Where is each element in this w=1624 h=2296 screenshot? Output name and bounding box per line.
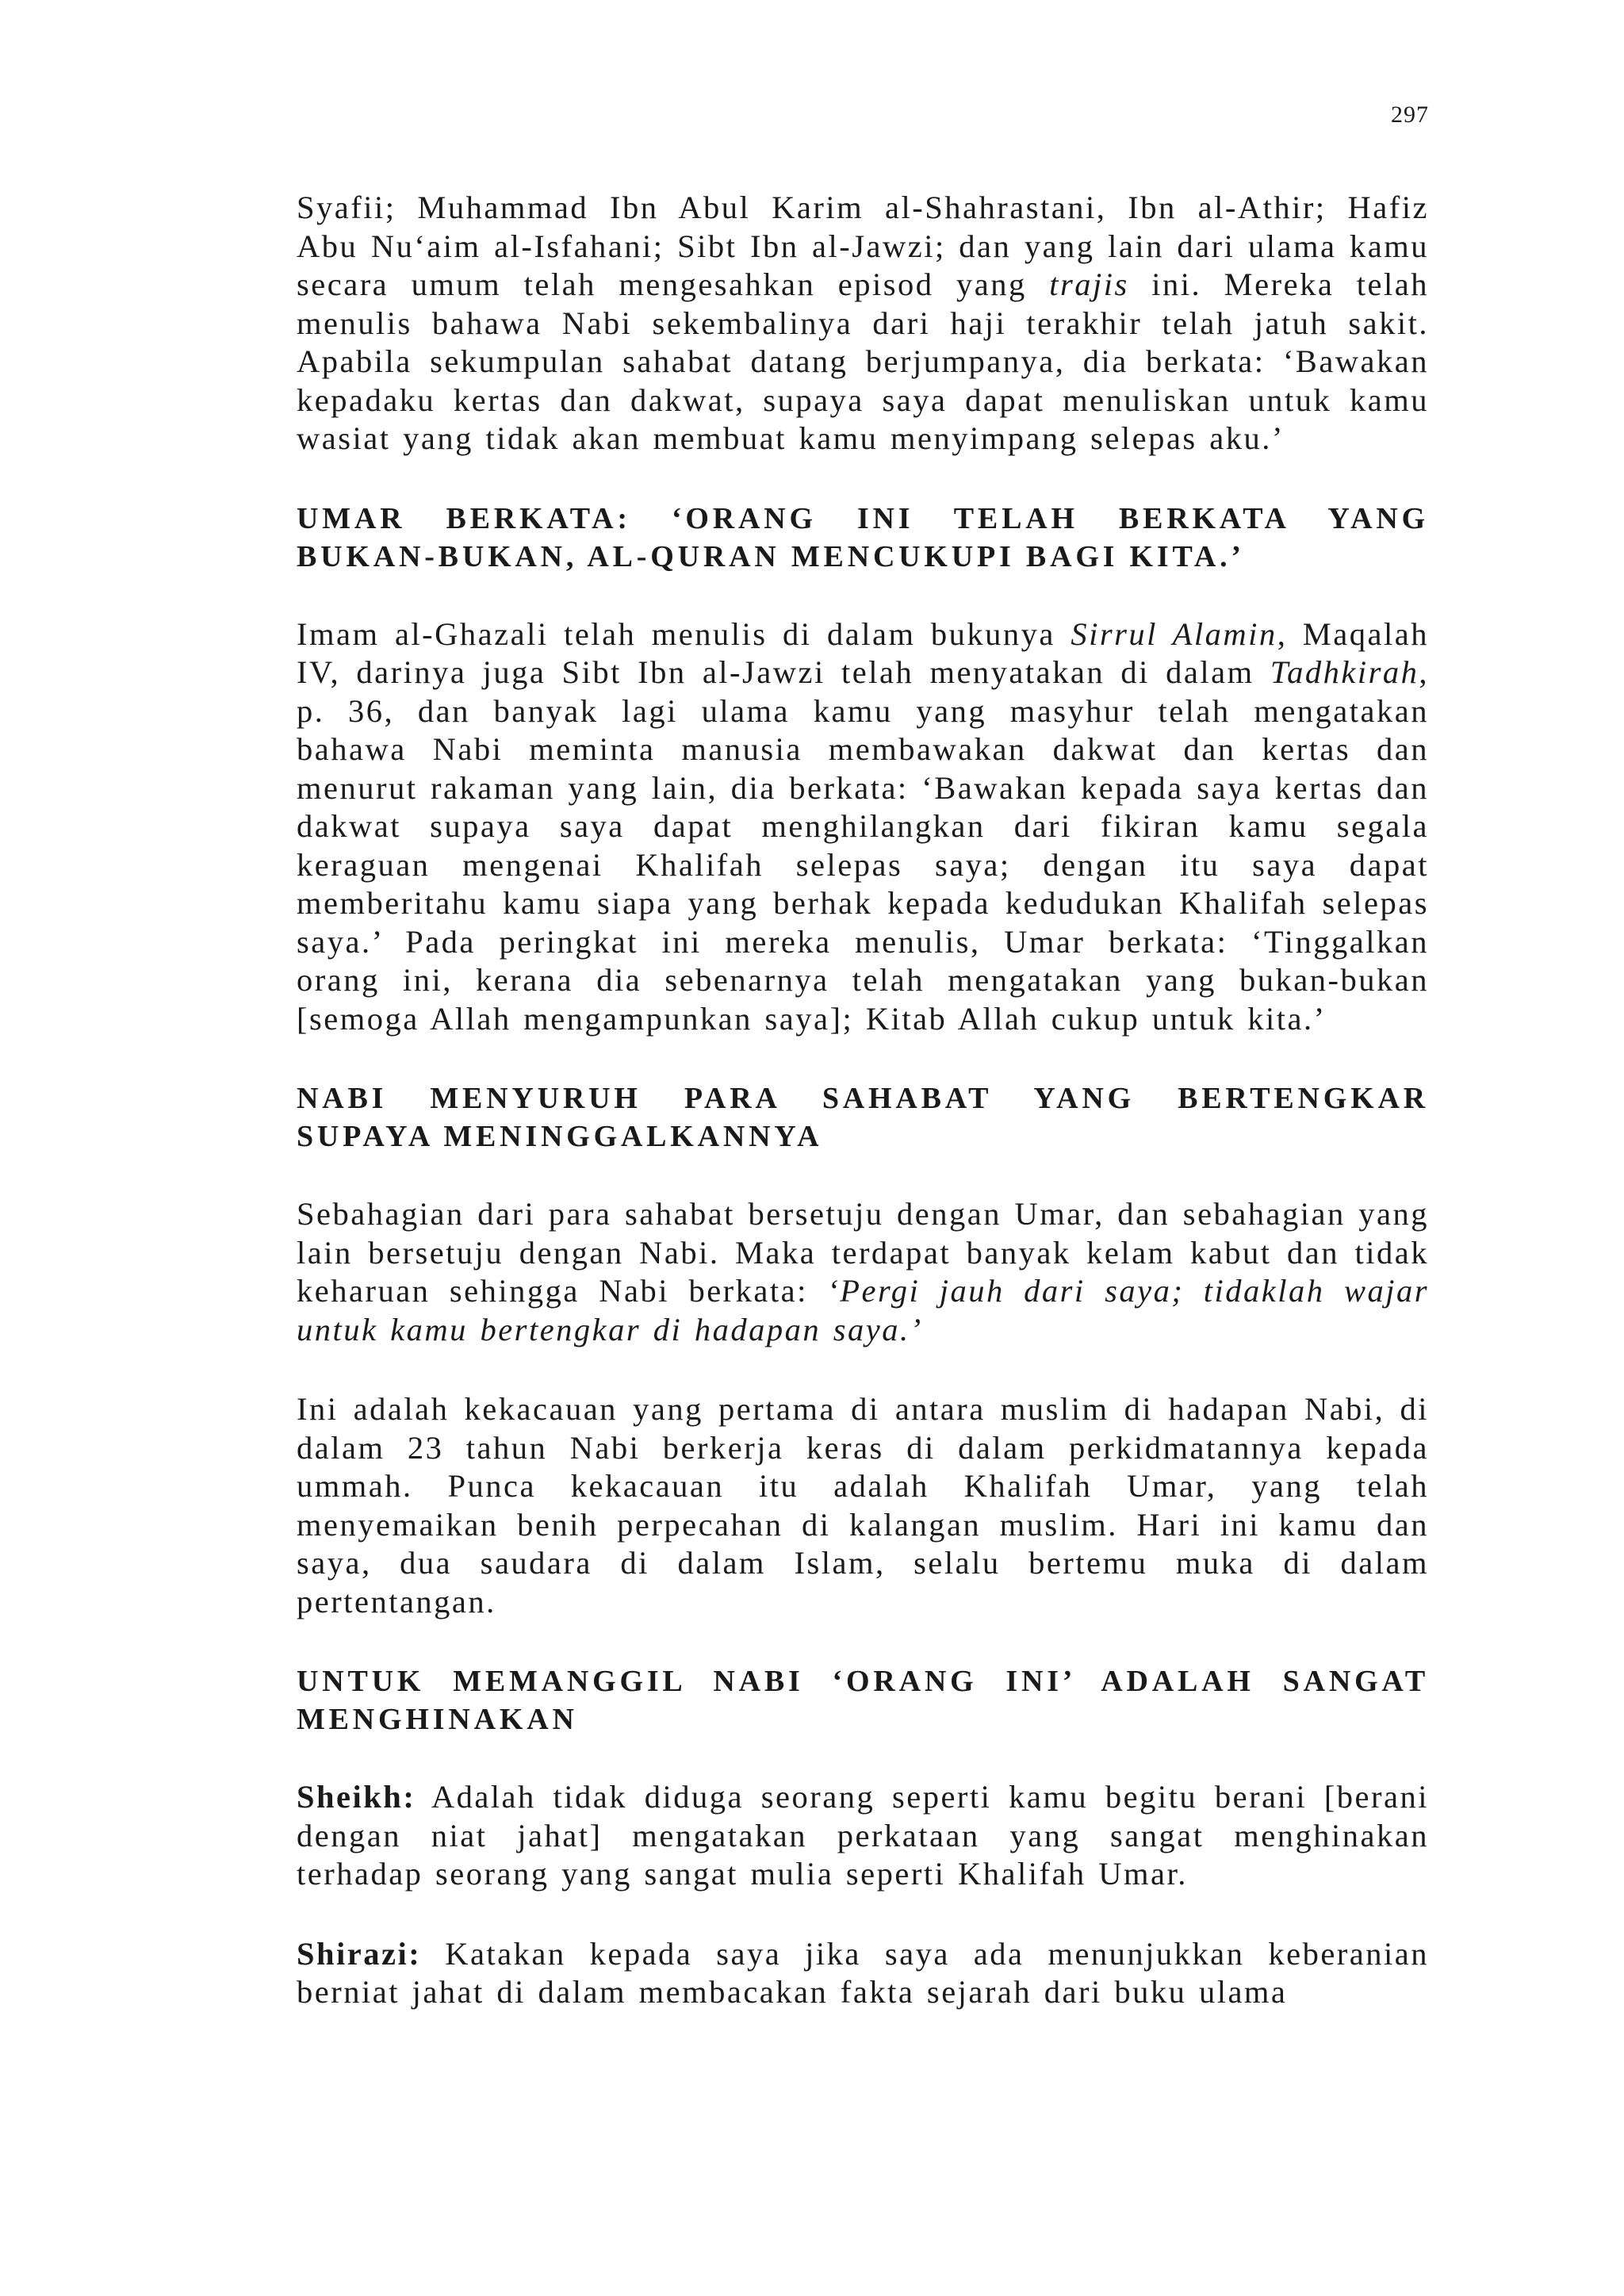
paragraph-text: ini. Mereka telah menulis bahawa Nabi sekembalinya dari haji terakhir telah jatuh sakit. Apabila sekumpulan sahabat datang berjumpanya, dia berkata: ‘Bawakan kepadaku kertas dan dakwat, supaya saya dapat menuliskan untuk kamu wasiat yang tidak akan membuat kamu menyimpang selepas aku.’ xyxy=(297,266,1429,456)
section-heading-1 xyxy=(297,500,1429,576)
section-heading-3 xyxy=(297,1662,1429,1738)
section-heading-2 xyxy=(297,1079,1429,1156)
paragraph-3 xyxy=(297,1195,1429,1349)
paragraph-6 xyxy=(297,1935,1429,2012)
heading-line: SUPAYA MENINGGALKANNYA xyxy=(297,1120,823,1153)
page-body xyxy=(297,189,1429,2012)
paragraph-text: , p. 36, dan banyak lagi ulama kamu yang masyhur telah mengatakan bahawa Nabi meminta manusia membawakan dakwat dan kertas dan menurut rakaman yang lain, dia berkata: ‘Bawakan kepada saya kertas dan dakwat supaya saya dapat menghilangkan dari fikiran kamu segala keraguan mengenai Khalifah selepas saya; dengan itu saya dapat memberitahu kamu siapa yang berhak kepada kedudukan Khalifah selepas saya.’ Pada peringkat ini mereka menulis, Umar berkata: ‘Tinggalkan orang ini, kerana dia sebenarnya telah mengatakan yang bukan-bukan [semoga Allah mengampunkan saya]; Kitab Allah cukup untuk kita.’ xyxy=(297,654,1429,1037)
paragraph-text: Imam al-Ghazali telah menulis di dalam bukunya xyxy=(297,615,1071,652)
paragraph-text: Sebahagian dari para sahabat bersetuju dengan Umar, dan sebahagian yang lain bersetuju dengan Nabi. Maka terdapat banyak kelam kabut dan tidak keharuan sehingga Nabi berkata: xyxy=(297,1196,1429,1309)
paragraph-2 xyxy=(297,615,1429,1039)
speaker-label: Shirazi: xyxy=(297,1935,422,1972)
paragraph-text: Ini adalah kekacauan yang pertama di antara muslim di hadapan Nabi, di dalam 23 tahun Nabi berkerja keras di dalam perkidmatannya kepada ummah. Punca kekacauan itu adalah Khalifah Umar, yang telah menyemaikan benih perpecahan di kalangan muslim. Hari ini kamu dan saya, dua saudara di dalam Islam, selalu bertemu muka di dalam pertentangan. xyxy=(297,1391,1429,1619)
paragraph-text: Adalah tidak diduga seorang seperti kamu begitu berani [berani dengan niat jahat] mengatakan perkataan yang sangat menghinakan terhadap seorang yang sangat mulia seperti Khalifah Umar. xyxy=(297,1779,1429,1892)
paragraph-text: , Maqalah IV, darinya juga Sibt Ibn al-Jawzi telah menyatakan di dalam xyxy=(297,615,1429,690)
paragraph-4 xyxy=(297,1390,1429,1621)
heading-line: MENGHINAKAN xyxy=(297,1703,578,1736)
italic-quote: ‘Pergi jauh dari saya; tidaklah wajar untuk kamu bertengkar di hadapan saya.’ xyxy=(297,1273,1429,1347)
speaker-label: Sheikh: xyxy=(297,1779,416,1815)
italic-book-title: Tadhkirah xyxy=(1270,654,1419,690)
italic-book-title: Sirrul Alamin xyxy=(1071,615,1277,652)
paragraph-5 xyxy=(297,1778,1429,1894)
italic-term: trajis xyxy=(1049,266,1129,302)
heading-line: UMAR BERKATA: ‘ORANG INI TELAH BERKATA YANG xyxy=(297,501,1429,535)
paragraph-text: Syafii; Muhammad Ibn Abul Karim al-Shahrastani, Ibn al-Athir; Hafiz Abu Nu‘aim al-Isfahani; Sibt Ibn al-Jawzi; dan yang lain dari ulama kamu secara umum telah mengesahkan episod yang xyxy=(297,190,1429,302)
paragraph-text: Katakan kepada saya jika saya ada menunjukkan keberanian berniat jahat di dalam membacakan fakta sejarah dari buku ulama xyxy=(297,1935,1429,2010)
heading-line: BUKAN-BUKAN, AL-QURAN MENCUKUPI BAGI KITA.’ xyxy=(297,539,1245,573)
heading-line: NABI MENYURUH PARA SAHABAT YANG BERTENGKAR xyxy=(297,1082,1429,1115)
paragraph-1 xyxy=(297,189,1429,458)
heading-line: UNTUK MEMANGGIL NABI ‘ORANG INI’ ADALAH SANGAT xyxy=(297,1665,1429,1698)
page-number: 297 xyxy=(1391,102,1429,128)
